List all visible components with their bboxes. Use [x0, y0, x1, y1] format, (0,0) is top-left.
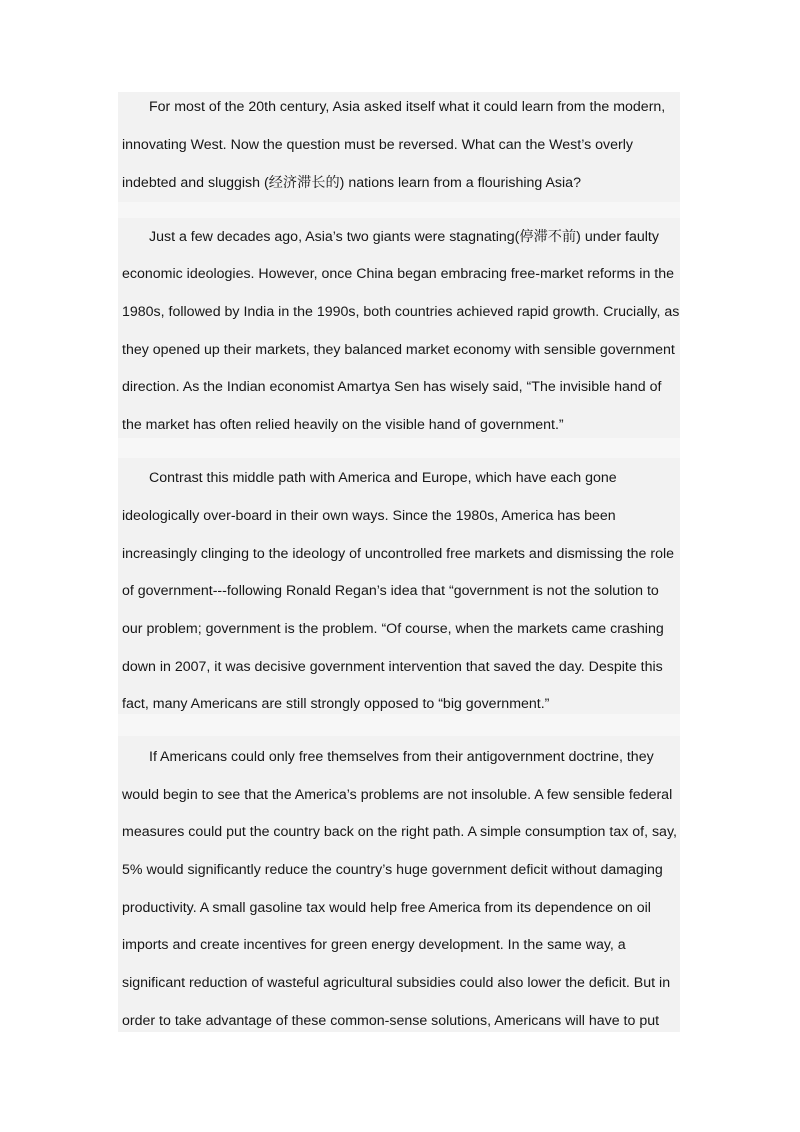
paragraph-2-line-5: direction. As the Indian economist Amartya Sen has wisely said, “The invisible hand of [122, 379, 662, 395]
paragraph-4-line-8: order to take advantage of these common-sense solutions, Americans will have to put [122, 1013, 660, 1029]
paragraph-4-line-3: measures could put the country back on the right path. A simple consumption tax of, say, [122, 824, 677, 840]
paragraph-4-line-4: 5% would significantly reduce the country’s huge government deficit without damaging [122, 862, 663, 878]
paragraph-2-line-2: economic ideologies. However, once China began embracing free-market reforms in the [122, 266, 675, 282]
paragraph-2-line-4: they opened up their markets, they balanced market economy with sensible government [122, 342, 675, 358]
paragraph-2-line-1: Just a few decades ago, Asia’s two giants were stagnating(停滞不前) under faulty [149, 229, 659, 245]
paragraph-4-line-1: If Americans could only free themselves from their antigovernment doctrine, they [149, 749, 654, 765]
paragraph-1-line-1: For most of the 20th century, Asia asked itself what it could learn from the modern, [149, 99, 666, 115]
paragraph-background [118, 218, 680, 438]
paragraph-2-line-3: 1980s, followed by India in the 1990s, both countries achieved rapid growth. Crucially, as [122, 304, 680, 320]
paragraph-3-line-2: ideologically over-board in their own ways. Since the 1980s, America has been [122, 508, 616, 524]
paragraph-3-line-4: of government---following Ronald Regan’s idea that “government is not the solution to [122, 583, 659, 599]
paragraph-4-line-5: productivity. A small gasoline tax would help free America from its dependence on oil [122, 900, 651, 916]
paragraph-2-line-6: the market has often relied heavily on the visible hand of government.” [122, 417, 564, 433]
paragraph-1-line-3: indebted and sluggish (经济滞长的) nations learn from a flourishing Asia? [122, 175, 581, 191]
paragraph-1-line-2: innovating West. Now the question must be reversed. What can the West’s overly [122, 137, 633, 153]
paragraph-4-line-7: significant reduction of wasteful agricultural subsidies could also lower the deficit. But in [122, 975, 671, 991]
paragraph-3-line-3: increasingly clinging to the ideology of uncontrolled free markets and dismissing the role [122, 546, 675, 562]
paragraph-4-line-2: would begin to see that the America’s problems are not insoluble. A few sensible federal [122, 787, 673, 803]
paragraph-3-line-5: our problem; government is the problem. “Of course, when the markets came crashing [122, 621, 664, 637]
paragraph-4-line-6: imports and create incentives for green energy development. In the same way, a [122, 937, 626, 953]
paragraph-3-line-7: fact, many Americans are still strongly opposed to “big government.” [122, 696, 550, 712]
paragraph-3-line-1: Contrast this middle path with America and Europe, which have each gone [149, 470, 617, 486]
paragraph-3-line-6: down in 2007, it was decisive government intervention that saved the day. Despite this [122, 659, 663, 675]
